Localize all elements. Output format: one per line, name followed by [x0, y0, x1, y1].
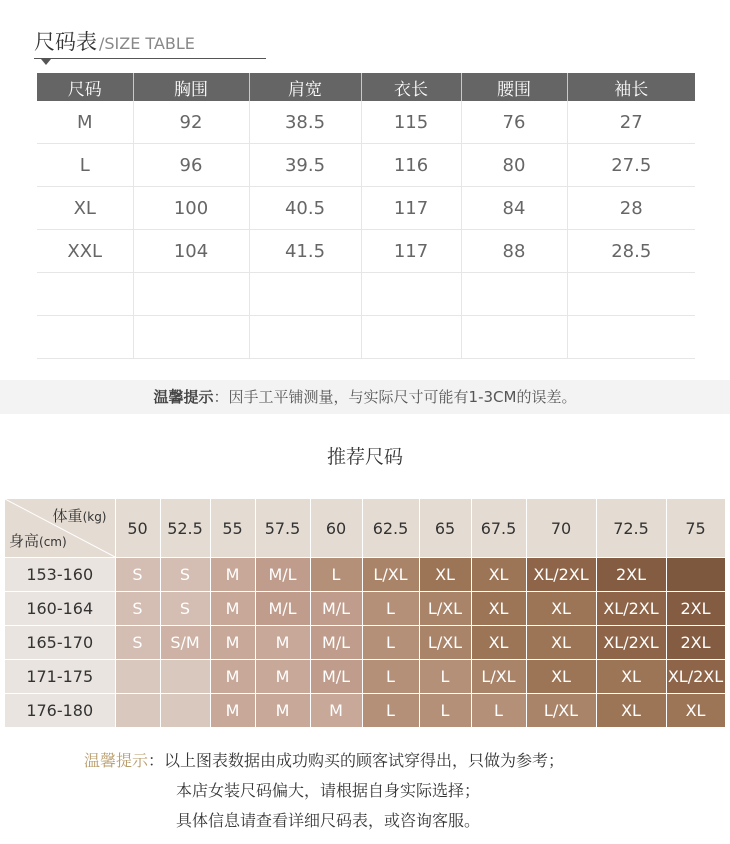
weight-header-cell: 52.5	[160, 499, 210, 558]
size-recommend-cell: XL	[526, 592, 596, 626]
measurement-tip-label: 温馨提示	[153, 388, 214, 406]
title-pointer-icon	[41, 59, 51, 65]
size-recommend-cell: XL	[596, 694, 666, 728]
title-underline	[34, 58, 266, 59]
size-recommend-cell	[115, 694, 160, 728]
size-recommend-cell: M	[210, 626, 255, 660]
size-recommend-cell	[115, 660, 160, 694]
size-table-body	[37, 101, 695, 359]
table-row	[37, 273, 695, 316]
size-cell: 115	[361, 101, 461, 144]
size-cell: L	[37, 144, 133, 187]
weight-header-cell: 65	[419, 499, 471, 558]
size-recommend-cell: M/L	[310, 660, 362, 694]
measurement-tip	[0, 380, 730, 414]
recommend-table-header	[5, 499, 725, 558]
recommend-tip	[84, 746, 564, 836]
size-recommend-cell: L	[362, 592, 419, 626]
size-recommend-cell: S	[115, 592, 160, 626]
size-recommend-cell: L	[419, 694, 471, 728]
size-header-cell: 胸围	[133, 73, 249, 101]
size-cell: 28	[567, 187, 695, 230]
size-cell: 27.5	[567, 144, 695, 187]
recommend-tip-line-3: 具体信息请查看详细尺码表，或咨询客服。	[176, 811, 481, 830]
weight-header-cell: 67.5	[471, 499, 526, 558]
size-cell: 39.5	[249, 144, 361, 187]
measurement-tip-text: ：因手工平铺测量，与实际尺寸可能有1-3CM的误差。	[213, 388, 577, 406]
size-cell: 84	[461, 187, 567, 230]
size-cell: 96	[133, 144, 249, 187]
size-recommend-cell: M/L	[310, 626, 362, 660]
size-table-title-cn: 尺码表	[34, 30, 97, 54]
size-recommend-cell: XL	[596, 660, 666, 694]
size-recommend-cell: S	[160, 592, 210, 626]
size-header-cell: 衣长	[361, 73, 461, 101]
size-cell: 41.5	[249, 230, 361, 273]
size-recommend-cell: L/XL	[419, 626, 471, 660]
table-row	[5, 694, 725, 728]
size-header-cell: 肩宽	[249, 73, 361, 101]
size-recommend-cell: M	[210, 558, 255, 592]
weight-header-cell: 72.5	[596, 499, 666, 558]
size-recommend-cell: M	[255, 626, 310, 660]
table-row	[37, 101, 695, 144]
size-cell: 80	[461, 144, 567, 187]
size-recommend-cell: S/M	[160, 626, 210, 660]
size-cell: XXL	[37, 230, 133, 273]
size-recommend-cell: XL	[666, 694, 725, 728]
size-cell	[133, 273, 249, 316]
size-recommend-cell: XL	[471, 592, 526, 626]
size-recommend-cell: XL	[526, 626, 596, 660]
size-recommend-cell: L	[471, 694, 526, 728]
height-row-header: 165-170	[5, 626, 115, 660]
size-cell	[461, 273, 567, 316]
size-recommend-cell: 2XL	[666, 626, 725, 660]
weight-header: 体重(kg)	[52, 507, 107, 525]
size-recommend-cell: L/XL	[526, 694, 596, 728]
size-recommend-cell: 2XL	[666, 592, 725, 626]
weight-header-cell: 60	[310, 499, 362, 558]
recommend-tip-line-2: 本店女装尺码偏大，请根据自身实际选择；	[176, 781, 481, 800]
weight-header-cell: 62.5	[362, 499, 419, 558]
size-recommend-cell: XL/2XL	[596, 626, 666, 660]
size-recommend-cell: L/XL	[471, 660, 526, 694]
size-recommend-cell: M/L	[310, 592, 362, 626]
size-recommend-cell: L	[310, 558, 362, 592]
table-row	[5, 626, 725, 660]
size-cell: 116	[361, 144, 461, 187]
size-cell	[249, 273, 361, 316]
table-row	[37, 187, 695, 230]
recommend-tip-label: 温馨提示	[84, 751, 149, 770]
size-table-header	[37, 73, 695, 101]
size-recommend-cell: S	[115, 626, 160, 660]
size-cell: 38.5	[249, 101, 361, 144]
size-recommend-cell: XL	[471, 558, 526, 592]
weight-header-cell: 57.5	[255, 499, 310, 558]
size-recommend-cell: M	[255, 694, 310, 728]
size-recommend-cell: XL	[526, 660, 596, 694]
size-cell: 40.5	[249, 187, 361, 230]
size-header-cell: 尺码	[37, 73, 133, 101]
recommend-table	[5, 499, 726, 727]
size-cell	[133, 316, 249, 359]
size-cell	[37, 316, 133, 359]
size-recommend-cell: M/L	[255, 592, 310, 626]
size-cell	[249, 316, 361, 359]
size-recommend-cell: XL/2XL	[666, 660, 725, 694]
size-recommend-cell	[160, 660, 210, 694]
height-row-header: 160-164	[5, 592, 115, 626]
height-row-header: 176-180	[5, 694, 115, 728]
table-row	[5, 660, 725, 694]
size-cell: M	[37, 101, 133, 144]
size-header-cell: 腰围	[461, 73, 567, 101]
size-cell: 117	[361, 230, 461, 273]
size-recommend-cell: XL/2XL	[526, 558, 596, 592]
size-cell: 28.5	[567, 230, 695, 273]
weight-header-cell: 50	[115, 499, 160, 558]
size-recommend-cell	[160, 694, 210, 728]
size-recommend-cell: L	[362, 660, 419, 694]
table-row	[5, 558, 725, 592]
size-recommend-cell: S	[160, 558, 210, 592]
size-cell: 104	[133, 230, 249, 273]
size-recommend-cell: XL	[419, 558, 471, 592]
height-row-header: 153-160	[5, 558, 115, 592]
size-recommend-cell: XL/2XL	[596, 592, 666, 626]
size-cell	[361, 316, 461, 359]
size-cell: 27	[567, 101, 695, 144]
size-cell: XL	[37, 187, 133, 230]
size-recommend-cell: M	[210, 592, 255, 626]
size-cell: 117	[361, 187, 461, 230]
size-recommend-cell	[666, 558, 725, 592]
size-recommend-cell: L/XL	[419, 592, 471, 626]
table-row	[5, 592, 725, 626]
size-recommend-cell: M	[310, 694, 362, 728]
size-recommend-cell: XL	[471, 626, 526, 660]
size-cell	[37, 273, 133, 316]
size-recommend-cell: S	[115, 558, 160, 592]
size-recommend-cell: M	[210, 694, 255, 728]
size-table-title-en: /SIZE TABLE	[99, 34, 195, 53]
size-cell	[461, 316, 567, 359]
recommend-table-body	[5, 558, 725, 728]
size-recommend-cell: L	[362, 626, 419, 660]
table-row	[37, 144, 695, 187]
table-row	[37, 230, 695, 273]
size-table	[37, 73, 695, 359]
size-table-title	[34, 26, 195, 56]
size-cell: 92	[133, 101, 249, 144]
size-cell: 88	[461, 230, 567, 273]
weight-header-cell: 55	[210, 499, 255, 558]
weight-header-cell: 70	[526, 499, 596, 558]
recommend-title: 推荐尺码	[326, 446, 403, 468]
weight-header-cell: 75	[666, 499, 725, 558]
size-recommend-cell: L	[419, 660, 471, 694]
table-row	[37, 316, 695, 359]
height-row-header: 171-175	[5, 660, 115, 694]
recommend-tip-line-1: 温馨提示：以上图表数据由成功购买的顾客试穿得出，只做为参考；	[84, 751, 565, 770]
size-cell: 76	[461, 101, 567, 144]
height-header: 身高(cm)	[9, 532, 67, 550]
size-cell	[567, 316, 695, 359]
size-cell	[567, 273, 695, 316]
size-header-cell: 袖长	[567, 73, 695, 101]
table-corner	[5, 499, 115, 558]
size-recommend-cell: L	[362, 694, 419, 728]
size-cell	[361, 273, 461, 316]
size-recommend-cell: M/L	[255, 558, 310, 592]
size-recommend-cell: L/XL	[362, 558, 419, 592]
size-recommend-cell: M	[210, 660, 255, 694]
size-recommend-cell: M	[255, 660, 310, 694]
size-recommend-cell: 2XL	[596, 558, 666, 592]
size-cell: 100	[133, 187, 249, 230]
